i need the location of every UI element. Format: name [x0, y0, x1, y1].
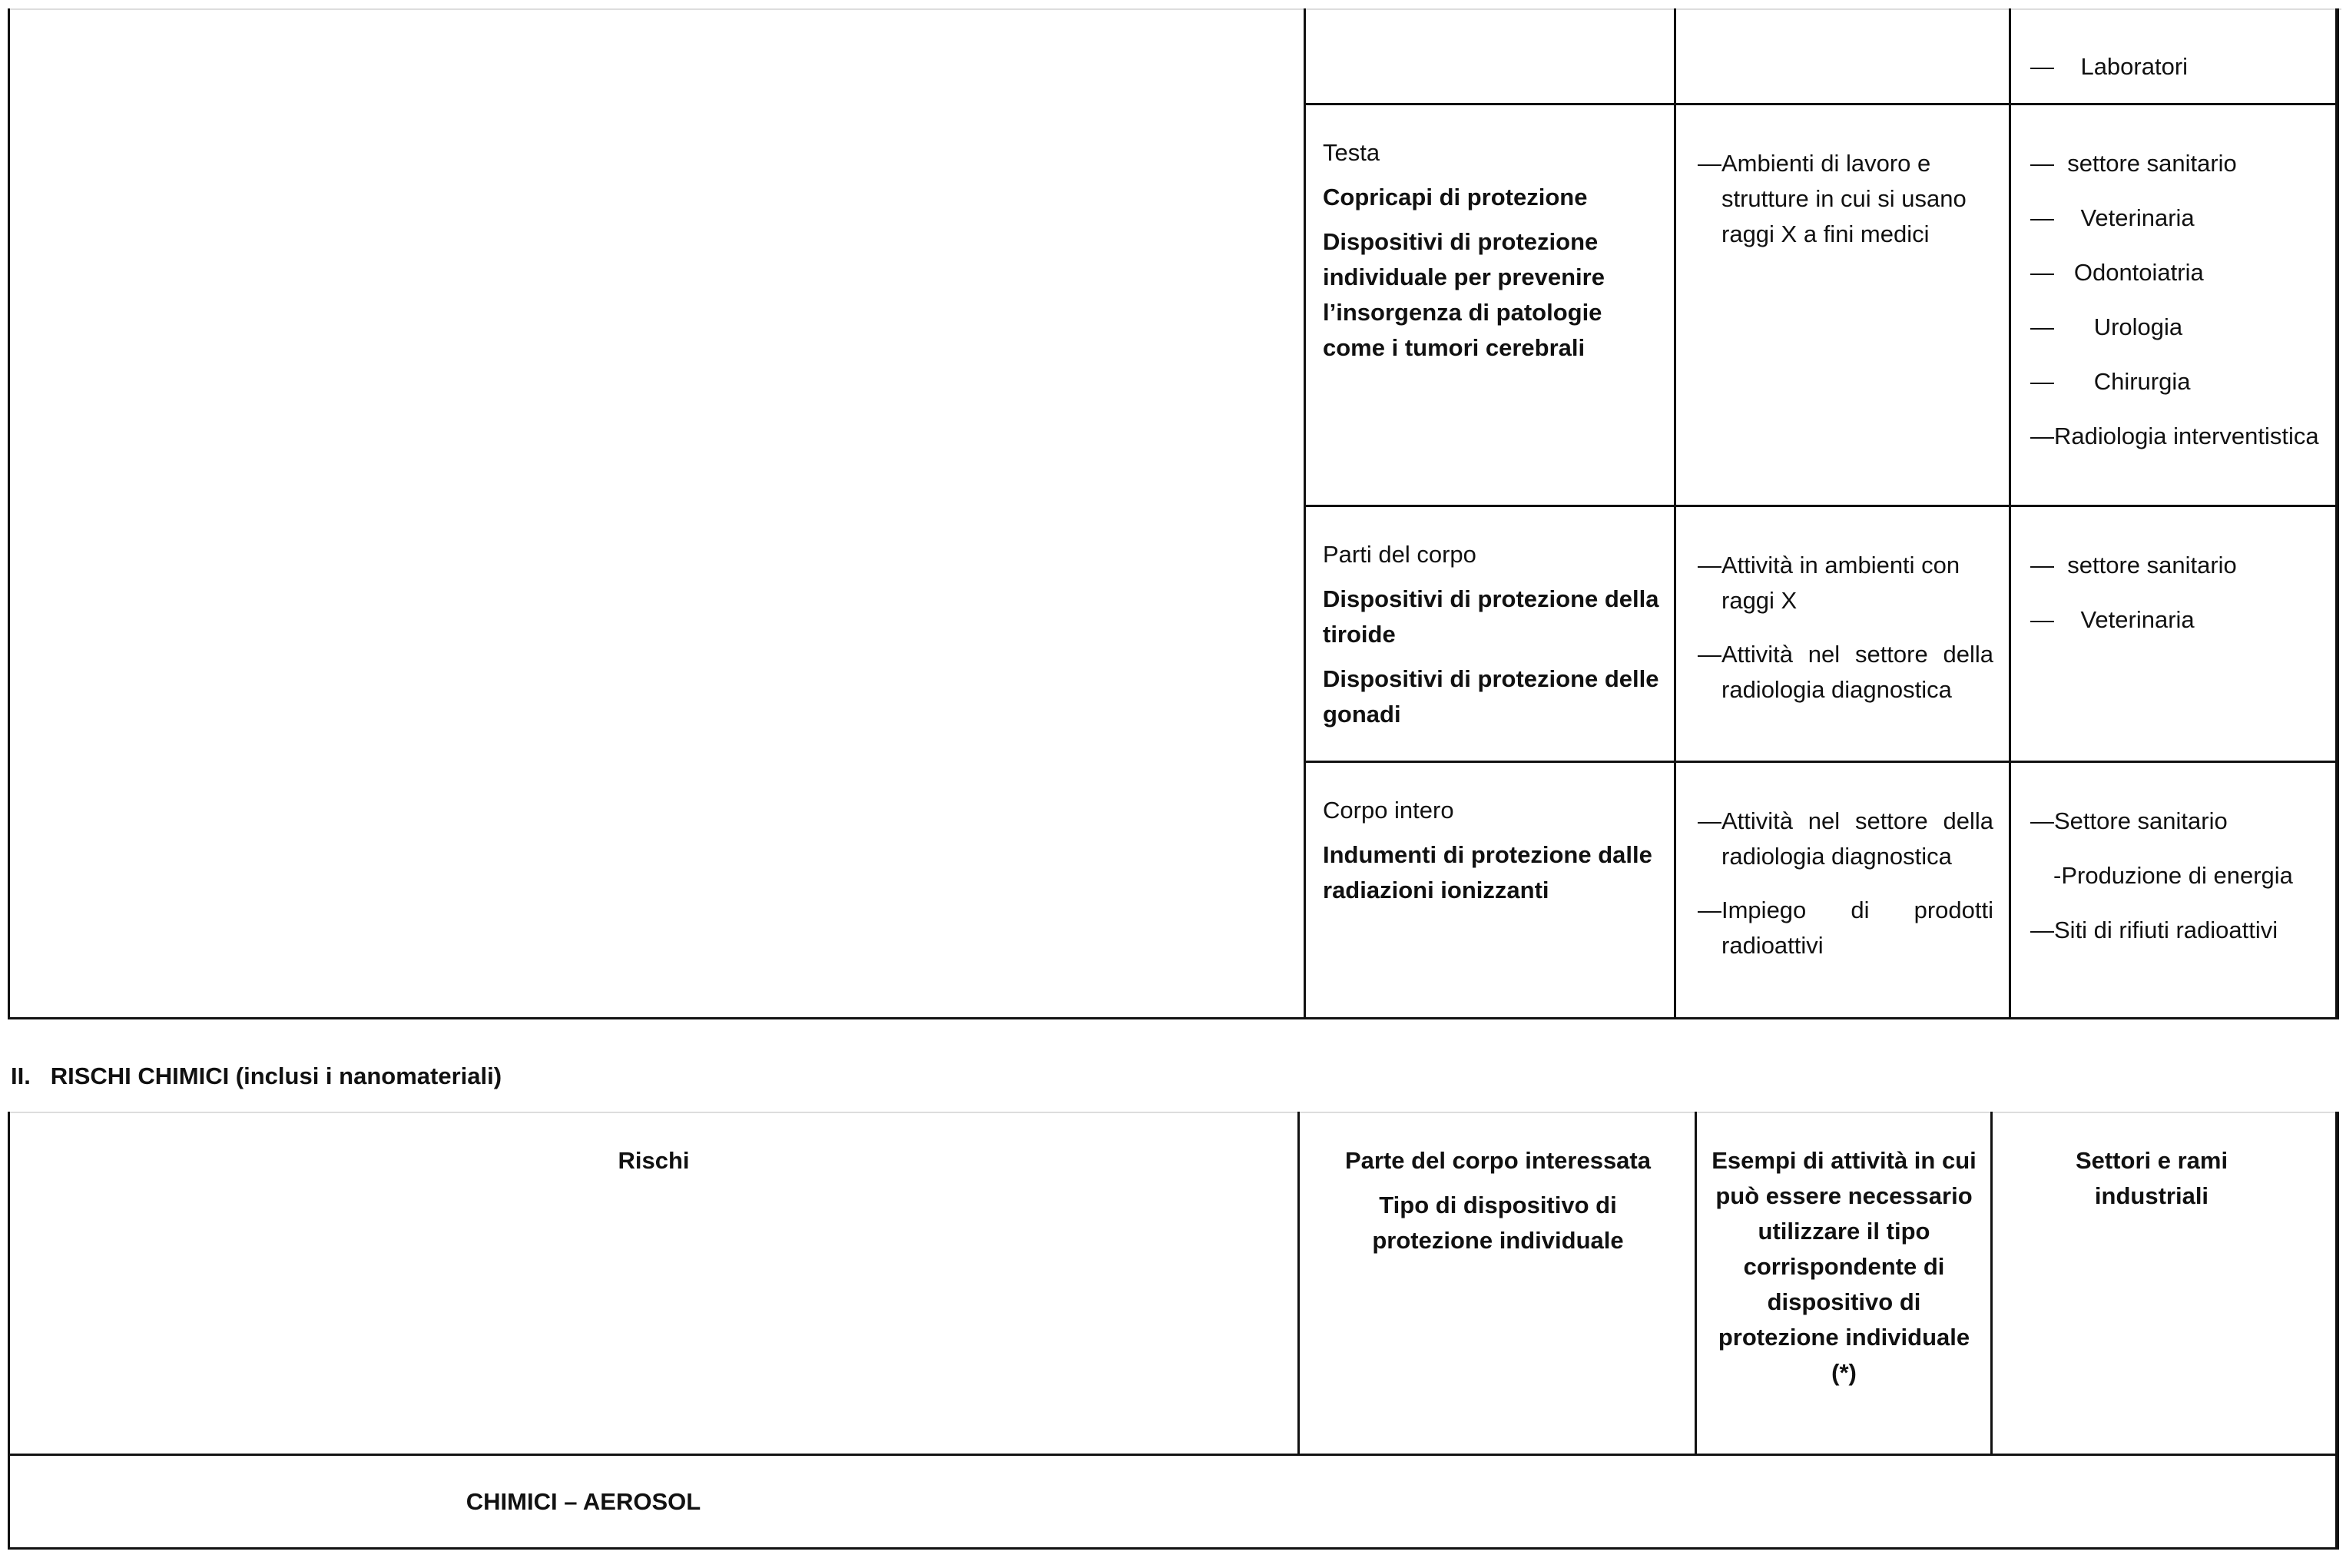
table1-row-divider-3 [1304, 761, 2339, 763]
dash: — [1698, 897, 1721, 923]
header-sectors: Settori e rami industriali [2075, 1147, 2228, 1209]
sector-item: —Settore sanitario [2030, 807, 2228, 834]
device-type: Dispositivi di protezione della tiroide [1323, 585, 1659, 648]
activity-item: — Attività in ambienti con raggi X [1698, 548, 1993, 618]
row-corpo-device-cell [1323, 793, 1665, 908]
table2-right-border [2335, 1112, 2339, 1550]
sector-item: — settore sanitario [2030, 552, 2237, 578]
dash: — [2030, 552, 2054, 578]
device-type: Dispositivi di protezione individuale per prevenire l’insorgenza di patologie come i tumori cerebrali [1323, 228, 1605, 361]
table2-col-divider-3 [1990, 1112, 1993, 1456]
section-title: RISCHI CHIMICI (inclusi i nanomateriali) [50, 1062, 502, 1089]
table2-header-bottom [8, 1454, 2339, 1456]
section-number: II. [11, 1062, 31, 1089]
table2-col-divider-2 [1695, 1112, 1697, 1456]
row-parti-sectors-cell [2030, 548, 2330, 638]
activity-item: — Attività nel settore della radiologia diagnostica [1698, 804, 1993, 874]
activity-item: — Attività nel settore della radiologia diagnostica [1698, 637, 1993, 708]
row-parti-activities-cell [1698, 548, 1993, 726]
section-heading [11, 1059, 502, 1094]
body-part-label: Testa [1323, 139, 1380, 166]
table2-top-rule [8, 1112, 2339, 1113]
header-body-part: Parte del corpo interessata Tipo di dispositivo di protezione individuale [1345, 1147, 1651, 1254]
dash: — [2030, 313, 2054, 340]
header-examples: Esempi di attività in cui può essere necessario utilizzare il tipo corrispondente di dispositivo di protezione individuale (*) [1711, 1147, 1977, 1386]
dash: — [2030, 917, 2054, 943]
table1-top-rule [8, 8, 2341, 10]
table1-left-border [8, 8, 10, 1019]
body-part-label: Parti del corpo [1323, 541, 1476, 568]
sector-item: — settore sanitario [2030, 150, 2237, 177]
sector-item: — Veterinaria [2030, 204, 2195, 231]
activity-item: — Impiego di prodotti radioattivi [1698, 893, 1993, 963]
table1-bottom-border [8, 1017, 2339, 1019]
sector-item: —Siti di rifiuti radioattivi [2030, 917, 2278, 943]
row-testa-sectors-cell [2030, 146, 2330, 472]
dash: — [2030, 53, 2054, 80]
dash: — [2030, 368, 2054, 395]
row-testa-device-cell [1323, 135, 1665, 366]
device-type: Copricapi di protezione [1323, 184, 1588, 211]
sector-item: — Laboratori [2030, 53, 2189, 80]
sector-item: — Odontoiatria [2030, 259, 2204, 286]
sector-item: -Produzione di energia [2053, 862, 2293, 889]
sector-item: — Radiologia interventistica [2030, 419, 2330, 454]
device-type: Indumenti di protezione dalle radiazioni ionizzanti [1323, 841, 1652, 903]
sector-item: — Chirurgia [2030, 368, 2191, 395]
table2-col-divider-1 [1297, 1112, 1300, 1456]
table1-col-divider-1 [1304, 8, 1306, 1019]
row-corpo-activities-cell [1698, 804, 1993, 982]
dash: — [2030, 807, 2054, 834]
dash: — [2030, 150, 2054, 177]
row-parti-device-cell [1323, 537, 1665, 732]
body-part-label: Corpo intero [1323, 797, 1454, 824]
table1-row-divider-2 [1304, 505, 2339, 507]
dash: — [1698, 150, 1721, 177]
dash: — [2030, 259, 2054, 286]
row-corpo-sectors-cell [2030, 804, 2338, 948]
dash: — [1698, 552, 1721, 578]
header-risks: Rischi [618, 1147, 690, 1174]
dash: — [2030, 606, 2054, 633]
activity-item: — Ambienti di lavoro e strutture in cui si usano raggi X a fini medici [1698, 146, 1993, 252]
table1-row-divider-1 [1304, 103, 2339, 105]
continuation-sector-cell [2030, 49, 2330, 85]
sector-item: — Urologia [2030, 313, 2183, 340]
device-type: Dispositivi di protezione delle gonadi [1323, 665, 1659, 728]
table1-col-divider-2 [1674, 8, 1676, 1019]
sector-item: — Veterinaria [2030, 606, 2195, 633]
dash: — [2030, 204, 2054, 231]
dash: — [1698, 807, 1721, 834]
dash: — [2030, 423, 2054, 449]
table2-bottom-border [8, 1547, 2339, 1550]
row-testa-activities-cell [1698, 146, 1993, 270]
table1-col-divider-3 [2009, 8, 2011, 1019]
subheading-chemical-aerosol: CHIMICI – AEROSOL [466, 1488, 701, 1515]
dash: — [1698, 641, 1721, 668]
